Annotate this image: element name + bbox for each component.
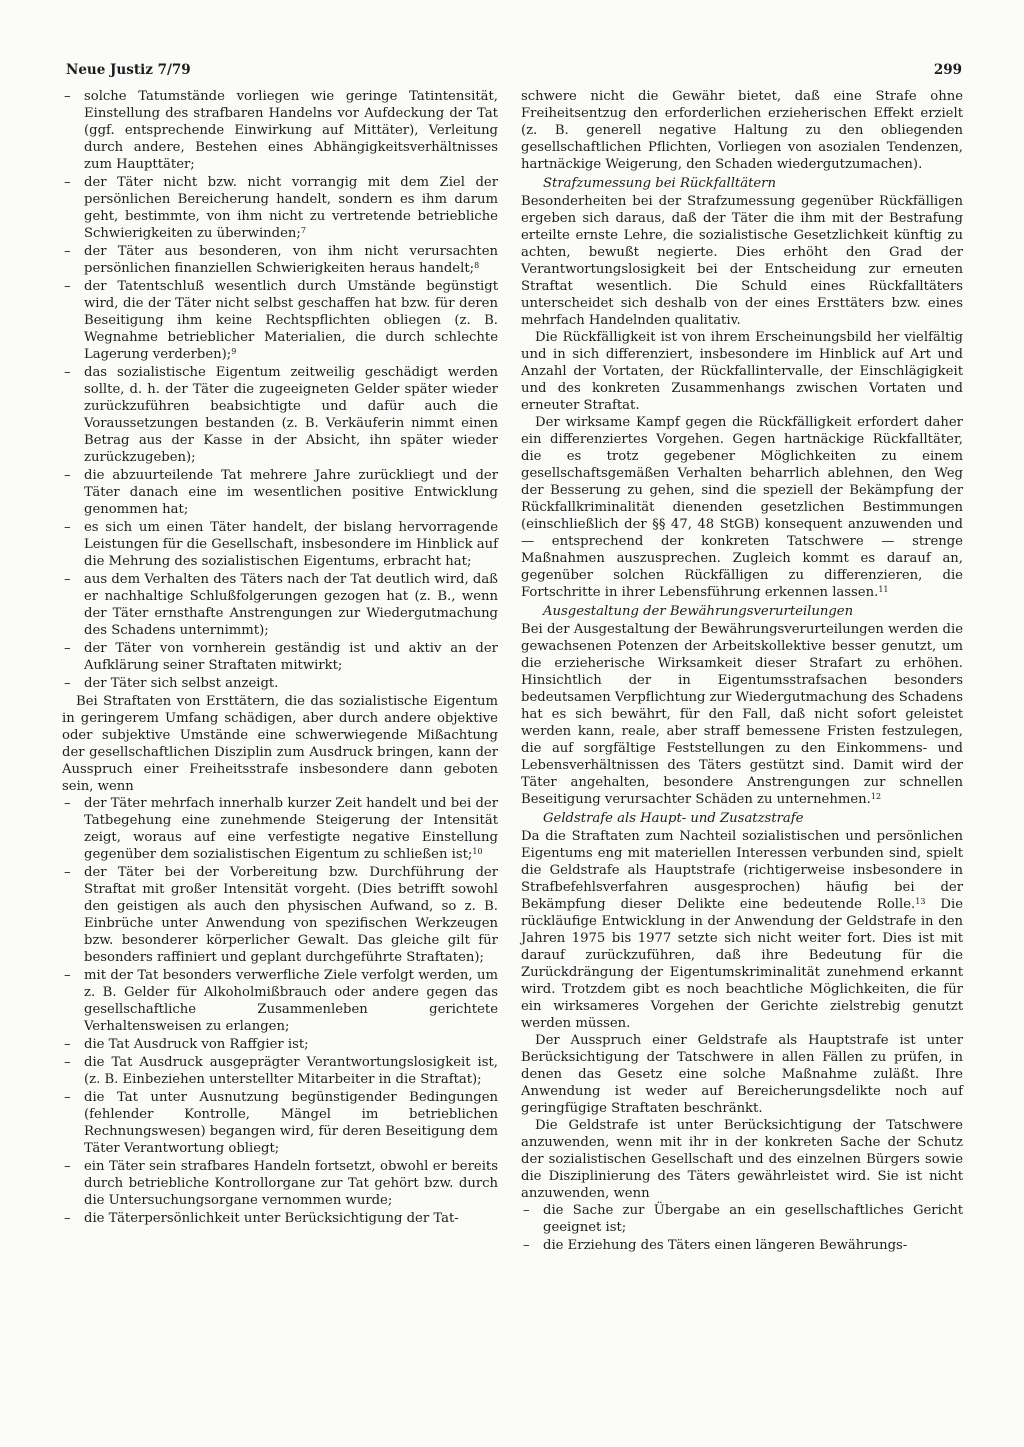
paragraph: Bei der Ausgestaltung der Bewährungsverurteilungen werden die gewachsenen Potenzen der Arbeitskollektive besser genutzt, um die erzieherische Wirksamkeit dieser Strafart zu erhöhen. Hinsichtlich der in Eigentumsstrafsachen besonders bedeutsamen Verpflichtung zur Wiedergutmachung des Schadens hat es sich bewährt, für den Fall, daß nicht sofort geleistet werden kann, reale, aber straff bemessene Fristen festzulegen, die auf sorgfältige Feststellungen zu den Einkommens- und Lebensverhältnissen des Täters gestützt sind. Damit wird der Täter angehalten, besondere Anstrengungen zur schnellen Beseitigung verursachter Schäden zu unternehmen.$^{12}$ — [521, 622, 964, 807]
page-header — [66, 62, 962, 84]
list-item: – die Tat Ausdruck ausgeprägter Verantwortungslosigkeit ist, (z. B. Einbeziehen unterstellter Mitarbeiter in die Straftat); — [62, 1054, 498, 1088]
list-item: – die Sache zur Übergabe an ein gesellschaftliches Gericht geeignet ist; — [521, 1202, 963, 1236]
list-item: – die abzuurteilende Tat mehrere Jahre zurückliegt und der Täter danach eine im wesentlichen positive Entwicklung genommen hat; — [62, 467, 498, 518]
section-heading-probation: Ausgestaltung der Bewährungsverurteilungen — [543, 604, 854, 619]
page-number: 299 — [933, 62, 962, 78]
paragraph-continuation: schwere nicht die Gewähr bietet, daß eine Strafe ohne Freiheitsentzug den erforderlichen erzieherischen Effekt erzielt (z. B. generell negative Haltung zu den obliegenden gesellschaftlichen Pflichten, Vorliegen von asozialen Tendenzen, hartnäckige Weigerung, den Schaden wiedergutzumachen). — [521, 89, 963, 172]
list-item: – die Tat Ausdruck von Raffgier ist; — [62, 1036, 498, 1053]
paragraph: Die Geldstrafe ist unter Berücksichtigung der Tatschwere anzuwenden, wenn mit ihr in der konkreten Sache der Schutz der sozialistischen Gesellschaft und des einzelnen Bürgers sowie die Disziplinierung des Täters gewährleistet wird. Sie ist nicht anzuwenden, wenn — [521, 1118, 963, 1201]
paragraph: Der wirksame Kampf gegen die Rückfälligkeit erfordert daher ein differenziertes Vorgehen. Gegen hartnäckige Rückfalltäter, die es trotz gegebener Möglichkeiten zu einem gesellschaftsgemäßen Verhalten beharrlich ablehnen, den Weg der Besserung zu gehen, sind die speziell der Bekämpfung der Rückfallkriminalität dienenden gesetzlichen Bestimmungen (einschließlich der §§ 47, 48 StGB) konsequent anzuwenden und — entsprechend der konkreten Tatschwere — strenge Maßnahmen auszusprechen. Zugleich kommt es darauf an, gegenüber solchen Rückfälligen zu differenzieren, die Fortschritte in ihrer Lebensführung erkennen lassen.$^{11}$ — [521, 415, 963, 600]
paragraph: Besonderheiten bei der Strafzumessung gegenüber Rückfälligen ergeben sich daraus, daß der Täter die ihm mit der Bestrafung erteilte ernste Lehre, die sozialistische Gesetzlichkeit künftig zu achten, bewußt negierte. Dies erhöht den Grad der Verantwortungslosigkeit bei der Entscheidung zur erneuten Straftat wesentlich. Die Schuld eines Rückfalltäters unterscheidet sich deshalb von der eines Ersttäters bzw. eines mehrfach Handelnden qualitativ. — [521, 194, 963, 328]
footnote-ref: 13 — [915, 897, 926, 906]
paragraph: Da die Straftaten zum Nachteil sozialistischen und persönlichen Eigentums eng mit materiellen Interessen verbunden sind, spielt die Geldstrafe als Hauptstrafe (richtigerweise insbesondere in Strafbefehlsverfahren ausgesprochen) häufig bei der Bekämpfung dieser Delikte eine bedeutende Rolle.$^{13}$ Die rückläufige Entwicklung in der Anwendung der Geldstrafe in den Jahren 1975 bis 1977 setzte sich nicht weiter fort. Dies ist mit darauf zurückzuführen, daß ihre Bedeutung für die Zurückdrängung der Eigentumskriminalität zunehmend erkannt wird. Trotzdem gibt es noch beachtliche Möglichkeiten, die für ein wirksameres Vorgehen der Gerichte zielstrebig genutzt werden müssen. — [521, 829, 964, 1031]
paragraph: Der Ausspruch einer Geldstrafe als Hauptstrafe ist unter Berücksichtigung der Tatschwere in allen Fällen zu prüfen, in denen das Gesetz eine solche Maßnahme zuläßt. Ihre Anwendung ist weder auf Bereicherungsdelikte noch auf geringfügige Straftaten beschränkt. — [521, 1033, 963, 1116]
list-item: – die Tat unter Ausnutzung begünstigender Bedingungen (fehlender Kontrolle, Mängel im betrieblichen Rechnungswesen) begangen wird, für deren Beseitigung dem Täter Verantwortung obliegt; — [62, 1089, 498, 1157]
list-item: – ein Täter sein strafbares Handeln fortsetzt, obwohl er bereits durch betriebliche Kontrollorgane zur Tat gehört bzw. durch die Untersuchungsorgane vernommen wurde; — [62, 1158, 498, 1209]
footnote-ref: 8 — [474, 261, 480, 270]
list-item: – der Täter mehrfach innerhalb kurzer Zeit handelt und bei der Tatbegehung eine zunehmende Steigerung der Intensität zeigt, woraus auf eine verfestigte negative Einstellung gegenüber dem sozialistischen Eigentum zu schließen ist;$^{10}$ — [62, 795, 498, 863]
right-column — [521, 88, 963, 1255]
list-item: – der Täter nicht bzw. nicht vorrangig mit dem Ziel der persönlichen Bereicherung handelt, sondern es ihm darum geht, bestimmte, von ihm nicht zu vertretende betriebliche Schwierigkeiten zu überwinden;$^7$ — [62, 174, 498, 242]
circumstance-list — [62, 88, 498, 692]
exclusion-list — [521, 1202, 963, 1254]
list-item: – der Täter von vornherein geständig ist und aktiv an der Aufklärung seiner Straftaten mitwirkt; — [62, 640, 498, 674]
list-item: – aus dem Verhalten des Täters nach der Tat deutlich wird, daß er nachhaltige Schlußfolgerungen gezogen hat (z. B., wenn der Täter ernsthafte Anstrengungen zur Wiedergutmachung des Schadens unternimmt); — [62, 571, 498, 639]
list-item: – solche Tatumstände vorliegen wie geringe Tatintensität, Einstellung des strafbaren Handelns vor Aufdeckung der Tat (ggf. entsprechende Einwirkung auf Mittäter), Verleitung durch andere, Bestehen eines Abhängigkeitsverhältnisses zum Haupttäter; — [62, 88, 498, 173]
footnote-ref: 9 — [231, 347, 237, 356]
list-item: – die Täterpersönlichkeit unter Berücksichtigung der Tat- — [62, 1210, 498, 1227]
list-item: – der Täter bei der Vorbereitung bzw. Durchführung der Straftat mit großer Intensität vorgeht. (Dies betrifft sowohl den geistigen als auch den physischen Aufwand, so z. B. Einbrüche unter Anwendung von spezifischen Werkzeugen bzw. besonderer körperlicher Gewalt. Das gleiche gilt für besonders raffiniert und geplant durchgeführte Straftaten); — [62, 864, 498, 966]
list-item: – die Erziehung des Täters einen längeren Bewährungs- — [521, 1237, 963, 1254]
paragraph: Die Rückfälligkeit ist von ihrem Erscheinungsbild her vielfältig und in sich differenziert, insbesondere im Hinblick auf Art und Anzahl der Vortaten, der Rückfallintervalle, der Einschlägigkeit und des konkreten Zusammenhangs zwischen Vortaten und erneuter Straftat. — [521, 330, 963, 413]
footnote-ref: 11 — [878, 585, 889, 594]
list-item: – mit der Tat besonders verwerfliche Ziele verfolgt werden, um z. B. Gelder für Alkoholmißbrauch oder andere gegen das gesellschaftliche Zusammenleben gerichtete Verhaltensweisen zu erlangen; — [62, 967, 498, 1035]
list-item: – der Täter aus besonderen, von ihm nicht verursachten persönlichen finanziellen Schwierigkeiten heraus handelt;$^8$ — [62, 243, 498, 277]
list-item: – der Täter sich selbst anzeigt. — [62, 675, 498, 692]
journal-title: Neue Justiz 7/79 — [66, 62, 191, 78]
section-heading-fines: Geldstrafe als Haupt- und Zusatzstrafe — [543, 811, 804, 826]
list-item: – das sozialistische Eigentum zeitweilig geschädigt werden sollte, d. h. der Täter die zugeeigneten Gelder später wieder zurückzuführen beabsichtigte und dafür auch die Voraussetzungen bestanden (z. B. Verkäuferin nimmt einen Betrag aus der Kasse in der Absicht, ihn später wieder zurückzugeben); — [62, 364, 498, 466]
footnote-ref: 7 — [300, 226, 306, 235]
footnote-ref: 10 — [472, 847, 483, 856]
list-item: – es sich um einen Täter handelt, der bislang hervorragende Leistungen für die Gesellschaft, insbesondere im Hinblick auf die Mehrung des sozialistischen Eigentums, erbracht hat; — [62, 519, 498, 570]
aggravating-list — [62, 795, 498, 1227]
list-item: – der Tatentschluß wesentlich durch Umstände begünstigt wird, die der Täter nicht selbst geschaffen hat bzw. für deren Beseitigung ihm keine Rechtspflichten obliegen (z. B. Wegnahme betrieblicher Materialien, die durch schlechte Lagerung verderben);$^9$ — [62, 278, 498, 363]
left-column — [62, 88, 498, 1228]
paragraph-first-offenders: Bei Straftaten von Ersttätern, die das sozialistische Eigentum in geringerem Umfang schädigen, aber durch andere objektive oder subjektive Umstände eine schwerwiegende Mißachtung der gesellschaftlichen Disziplin zum Ausdruck bringen, kann der Ausspruch einer Freiheitsstrafe insbesondere dann geboten sein, wenn — [62, 694, 498, 794]
footnote-ref: 12 — [870, 792, 882, 801]
section-heading-recidivists: Strafzumessung bei Rückfalltätern — [543, 176, 776, 191]
